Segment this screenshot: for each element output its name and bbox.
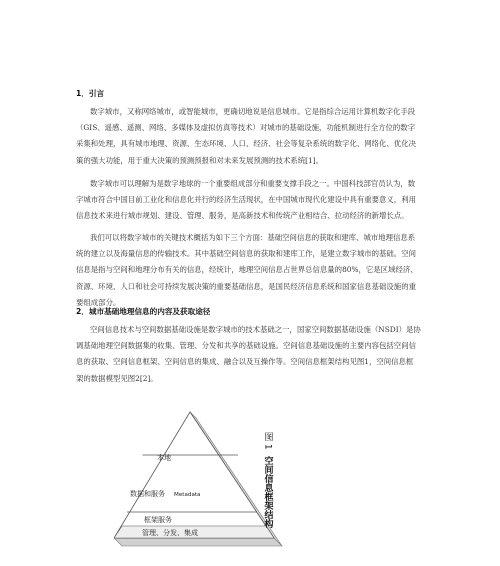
text-line: 统的建立以及海量信息的传输技术。其中基础空间信息的获取和建库工作，是建立数字城市的基础。空间 bbox=[76, 249, 416, 259]
section-heading-2: 2．城市基础地理信息的内容及获取途径 bbox=[76, 307, 211, 316]
text-line: 采集和处理，具有城市地理、资源、生态环境、人口、经济、社会等复杂系统的数字化、网络化、优化决 bbox=[76, 139, 416, 149]
label-management: 管理、分发、集成 bbox=[142, 529, 198, 537]
paragraph-intro-1 bbox=[76, 104, 426, 169]
figure-caption: 空间信息框架结构 bbox=[262, 455, 273, 528]
paragraph-intro-2 bbox=[76, 176, 426, 225]
text-line: 我们可以将数字城市的关键技术概括为如下三个方面：基础空间信息的获取和建库、城市地理信息系 bbox=[90, 233, 416, 242]
text-line: 信息技术来进行城市规划、建设、管理、服务，是高新技术和传统产业相结合、拉动经济的新增长点。 bbox=[76, 211, 409, 221]
text-line: 资源、环境、人口和社会可持续发展决策的重要基础信息，是国民经济信息系统和国家信息基础设施的重 bbox=[76, 281, 416, 291]
label-local: 本地 bbox=[157, 454, 171, 462]
section-heading-intro: 1．引言 bbox=[76, 89, 105, 98]
text-line: 字城市符合中国目前工业化和信息化并行的经济生活现状，在中国城市现代化建设中具有重要意义，利用 bbox=[76, 195, 416, 205]
text-line: 架的数据模型见图2[2]。 bbox=[76, 373, 158, 383]
text-line: 策的强大功能，用于重大决策的预测预报和对未来发展预测的技术系统[1]。 bbox=[76, 155, 323, 165]
paragraph-section2-1 bbox=[76, 322, 426, 387]
label-metadata: Metadata bbox=[174, 492, 201, 498]
pyramid-bottom-face bbox=[114, 538, 282, 546]
label-data-services: 数据和服务 bbox=[130, 490, 165, 498]
text-line: （GIS、遥感、遥测、网络、多媒体及虚拟仿真等技术）对城市的基础设施、功能机制进行全方位的数字 bbox=[76, 123, 416, 133]
figure-title-vertical bbox=[262, 432, 276, 528]
figure-number: 图 1 bbox=[262, 432, 273, 450]
paragraph-intro-3 bbox=[76, 230, 426, 311]
text-line: 信息是指与空间和地理分布有关的信息，经统计，地理空间信息占世界总信息量的80%，它是区域经济、 bbox=[76, 265, 418, 275]
text-line: 要组成部分。 bbox=[76, 297, 121, 307]
label-framework-services: 框架服务 bbox=[144, 516, 172, 524]
text-line: 空间信息技术与空间数据基础设施是数字城市的技术基础之一，国家空间数据基础设施（NSDI）是协 bbox=[90, 325, 421, 334]
text-line: 调基础地理空间数据集的收集、管理、分发和共享的基础设施。空间信息基础设施的主要内容包括空间信 bbox=[76, 341, 416, 351]
text-line: 数字城市，又称网络城市，或智能城市，更确切地说是信息城市。它是指综合运用计算机数字化手段 bbox=[90, 107, 416, 116]
text-line: 息的获取、空间信息框架、空间信息的集成、融合以及互操作等。空间信息框架结构见图1，空间信息框 bbox=[76, 357, 414, 367]
text-line: 数字城市可以理解为是数字地球的一个重要组成部分和重要支撑手段之一。中国科技部官员认为，数 bbox=[90, 179, 416, 188]
pyramid-front-face bbox=[114, 412, 274, 538]
